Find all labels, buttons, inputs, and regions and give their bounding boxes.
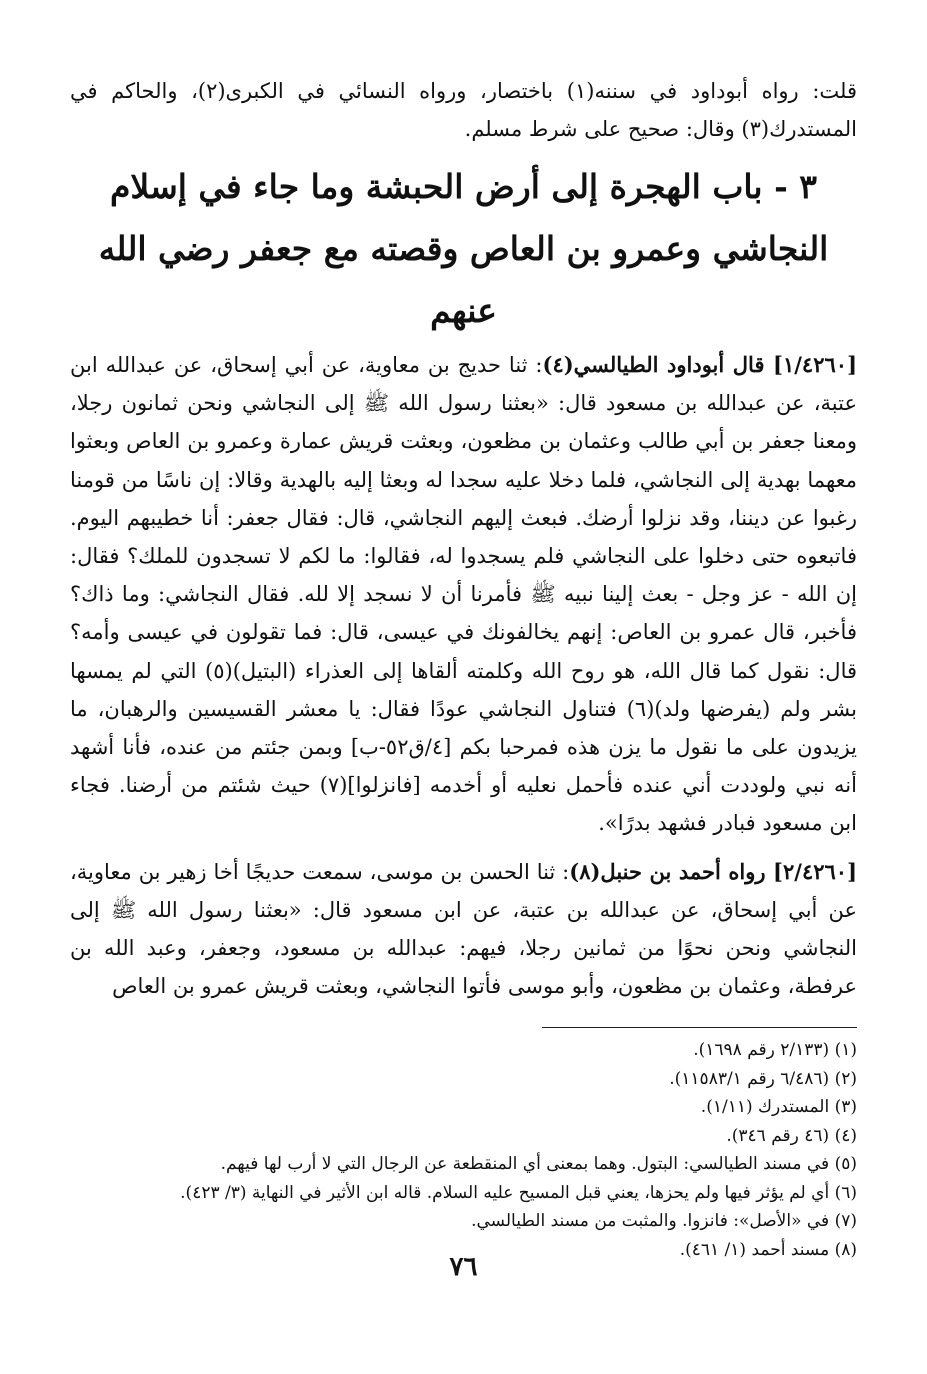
hadith-1-text: : ثنا حديج بن معاوية، عن أبي إسحاق، عن عبدالله ابن عتبة، عن عبدالله بن مسعود قال: «بعثنا رسول الله ﷺ إلى النجاشي ونحن ثمانون رجلا، ومعنا جعفر بن أبي طالب وعثمان بن مظعون، وبعثت قريش عمارة وعمرو بن العاص وبعثوا معهما بهدية إلى النجاشي، فلما دخلا عليه سجدا له وبعثا إليه بالهدية وقالا: إن ناسًا من قومنا رغبوا عن ديننا، وقد نزلوا أرضك. فبعث إليهم النجاشي، قال: فقال جعفر: أنا خطيبهم اليوم. فاتبعوه حتى دخلوا على النجاشي فلم يسجدوا له، فقالوا: ما لكم لا تسجدون للملك؟ فقال: إن الله - عز وجل - بعث إلينا نبيه ﷺ فأمرنا أن لا نسجد إلا لله. فقال النجاشي: وما ذاك؟ فأخبر، قال عمرو بن العاص: إنهم يخالفونك في عيسى، قال: فما تقولون في عيسى وأمه؟ قال: نقول كما قال الله، هو روح الله وكلمته ألقاها إلى العذراء (البتيل)(٥) التي لم يمسها بشر ولم (يفرضها ولد)(٦) فتناول النجاشي عودًا فقال: يا معشر القسيسين والرهبان، ما يزيدون على ما نقول ما يزن هذه فمرحبا بكم [٤/ق٥٢-ب] وبمن جئتم من عنده، فأنا أشهد أنه نبي ولوددت أني عنده فأحمل نعليه أو أخدمه [فانزلوا](٧) حيث شئتم من أرضنا. فجاء ابن مسعود فبادر فشهد بدرًا». (70, 353, 858, 836)
footnote-2: (٢) (٦/٤٨٦ رقم ١١٥٨٣/١). (669, 1068, 857, 1089)
hadith-2-reference: [٢/٤٢٦٠] رواه أحمد بن حنبل(٨) (569, 858, 858, 884)
intro-text: قلت: رواه أبوداود في سننه(١) باختصار، ورواه النسائي في الكبرى(٢)، والحاكم في المستدرك(٣) وقال: صحيح على شرط مسلم. (70, 79, 857, 141)
footnote-6: (٦) أي لم يؤثر فيها ولم يحزها، يعني قبل المسيح عليه السلام. قاله ابن الأثير في النهاية (٣/ ٤٢٣). (180, 1182, 857, 1203)
hadith-2-text: : ثنا الحسن بن موسى، سمعت حديجًا أخا زهير بن معاوية، عن أبي إسحاق، عن عبدالله بن عتبة، عن ابن مسعود قال: «بعثنا رسول الله ﷺ إلى النجاشي ونحن نحوًا من ثمانين رجلا، فيهم: عبدالله بن مسعود، وجعفر، وعبد الله بن عرفطة، وعثمان بن مظعون، وأبو موسى فأتوا النجاشي، وبعثت قريش عمرو بن العاص (70, 859, 857, 999)
footnotes-list (70, 1036, 857, 1264)
footnote-5: (٥) في مسند الطيالسي: البتول. وهما بمعنى أي المنقطعة عن الرجال التي لا أرب لها فيهم. (220, 1154, 857, 1175)
page-number: ٧٦ (449, 1252, 478, 1282)
intro-paragraph (70, 72, 857, 148)
hadith-1 (70, 346, 857, 843)
footnote-8: (٨) مسند أحمد (١/ ٤٦١). (679, 1239, 857, 1260)
footnote-divider (542, 1027, 857, 1028)
footnote-3: (٣) المستدرك (١/١١). (700, 1097, 857, 1118)
footnote-7: (٧) في «الأصل»: فانزوا. والمثبت من مسند الطيالسي. (471, 1211, 857, 1232)
hadith-2 (70, 853, 857, 1006)
hadith-1-reference: [١/٤٢٦٠] قال أبوداود الطيالسي(٤) (542, 352, 857, 377)
footnote-1: (١) (٢/١٣٣ رقم ١٦٩٨). (693, 1040, 857, 1061)
footnote-4: (٤) (٤٦ رقم ٣٤٦). (726, 1125, 857, 1146)
chapter-heading: ٣ - باب الهجرة إلى أرض الحبشة وما جاء في إسلام النجاشي وعمرو بن العاص وقصته مع جعفر رضي الله عنهم (98, 167, 829, 330)
